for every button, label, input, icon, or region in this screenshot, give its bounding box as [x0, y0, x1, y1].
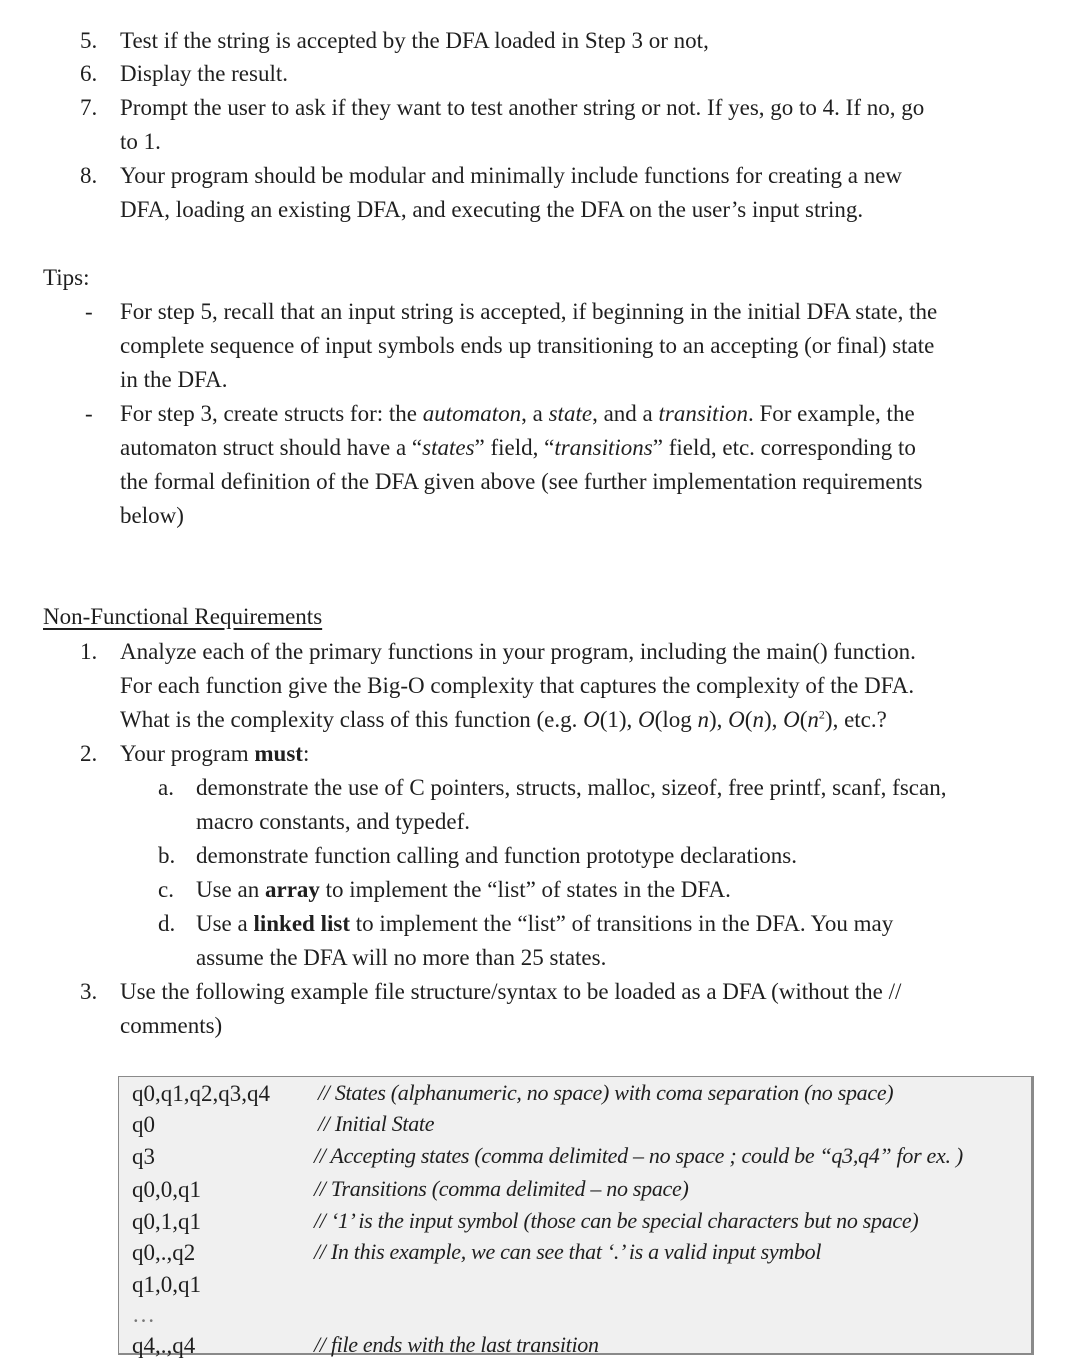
tip-text: For step 5, recall that an input string is accepted, if beginning in the initial DFA state, the [120, 299, 938, 324]
step-text: Display the result. [120, 61, 288, 86]
tip-text: For step 3, create structs for: the automaton, a state, and a transition. For example, the [120, 401, 915, 426]
section-heading: Non-Functional Requirements [43, 604, 323, 629]
req-text: What is the complexity class of this function (e.g. O(1), O(log n), O(n), $O(n^2)$, etc.? [120, 707, 887, 732]
req-text: Use the following example file structure/syntax to be loaded as a DFA (without the // [120, 979, 902, 1004]
file-line: q0,.,q2 [132, 1240, 196, 1265]
tips-heading: Tips: [43, 265, 90, 290]
tip-text: automaton struct should have a “states” field, “transitions” field, etc. corresponding to [120, 435, 916, 460]
tip-text: below) [120, 503, 184, 528]
subitem-text: assume the DFA will no more than 25 states. [196, 945, 607, 970]
file-comment: // ‘1’ is the input symbol (those can be special characters but no space) [314, 1208, 919, 1233]
subitem-text: demonstrate function calling and function prototype declarations. [196, 843, 798, 868]
file-line: q1,0,q1 [132, 1272, 201, 1297]
step-text: Your program should be modular and minimally include functions for creating a new [120, 163, 903, 188]
req-text: Analyze each of the primary functions in your program, including the main() function. [120, 639, 916, 664]
file-comment: // Accepting states (comma delimited – no space ; could be “q3,q4” for ex. ) [314, 1143, 963, 1168]
file-comment: // Transitions (comma delimited – no space) [314, 1176, 689, 1201]
tip-text: in the DFA. [120, 367, 228, 392]
file-comment: // States (alphanumeric, no space) with coma separation (no space) [318, 1080, 894, 1105]
subitem-letter: b. [158, 843, 176, 868]
step-number: 7. [80, 95, 98, 120]
tip-text: complete sequence of input symbols ends up transitioning to an accepting (or final) state [120, 333, 935, 358]
file-line: q0,1,q1 [132, 1209, 201, 1234]
subitem-letter: c. [158, 877, 174, 902]
file-line: q4,.,q4 [132, 1333, 196, 1358]
subitem-text: Use an array to implement the “list” of states in the DFA. [196, 877, 731, 902]
bullet-dash: - [85, 401, 93, 426]
step-number: 8. [80, 163, 98, 188]
step-text: Test if the string is accepted by the DFA loaded in Step 3 or not, [120, 28, 709, 53]
step-text: DFA, loading an existing DFA, and executing the DFA on the user’s input string. [120, 197, 864, 222]
subitem-letter: d. [158, 911, 176, 936]
req-number: 3. [80, 979, 98, 1004]
req-number: 2. [80, 741, 98, 766]
req-number: 1. [80, 639, 98, 664]
file-ellipsis: … [132, 1302, 155, 1327]
subitem-letter: a. [158, 775, 174, 800]
subitem-text: Use a linked list to implement the “list” of transitions in the DFA. You may [196, 911, 894, 936]
file-comment: // In this example, we can see that ‘.’ is a valid input symbol [314, 1239, 822, 1264]
file-comment: // Initial State [318, 1111, 435, 1136]
bullet-dash: - [85, 299, 93, 324]
step-number: 6. [80, 61, 98, 86]
subitem-text: macro constants, and typedef. [196, 809, 470, 834]
file-line: q3 [132, 1144, 155, 1169]
req-text: For each function give the Big-O complexity that captures the complexity of the DFA. [120, 673, 915, 698]
step-text: Prompt the user to ask if they want to test another string or not. If yes, go to 4. If no, go [120, 95, 925, 120]
tip-text: the formal definition of the DFA given above (see further implementation requirements [120, 469, 923, 494]
file-line: q0,0,q1 [132, 1177, 201, 1202]
step-number: 5. [80, 28, 98, 53]
file-line: q0,q1,q2,q3,q4 [132, 1081, 270, 1106]
subitem-text: demonstrate the use of C pointers, structs, malloc, sizeof, free printf, scanf, fscan, [196, 775, 947, 800]
file-comment: // file ends with the last transition [314, 1332, 599, 1357]
step-text: to 1. [120, 129, 161, 154]
file-line: q0 [132, 1112, 155, 1137]
req-text: Your program must: [120, 741, 310, 766]
req-text: comments) [120, 1013, 223, 1038]
